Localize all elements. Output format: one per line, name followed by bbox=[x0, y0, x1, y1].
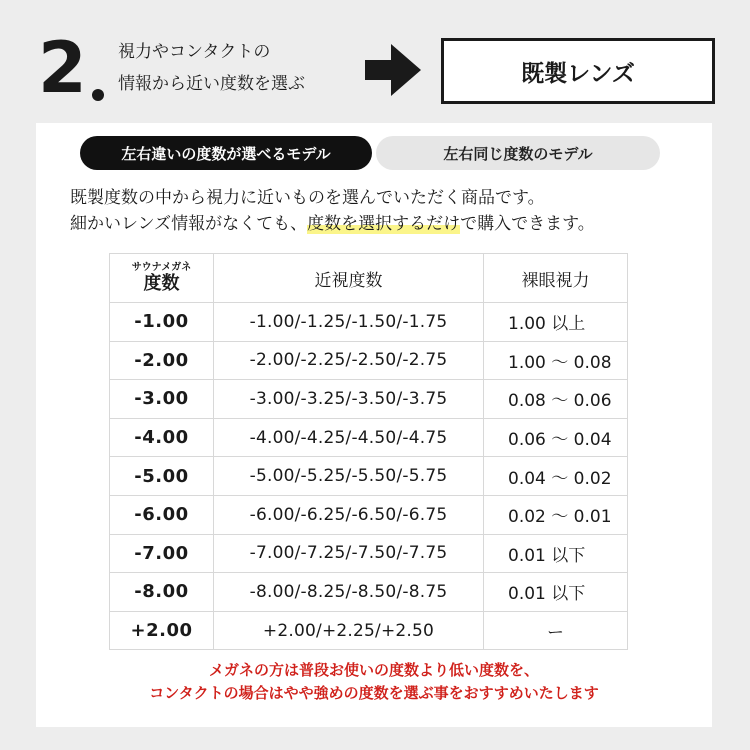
description-line1: 既製度数の中から視力に近いものを選んでいただく商品です。 bbox=[70, 188, 545, 208]
power-cell: -6.00 bbox=[110, 495, 214, 534]
description-line2-pre: 細かいレンズ情報がなくても、 bbox=[70, 214, 308, 234]
description-line2-post: で購入できます。 bbox=[460, 214, 595, 234]
power-cell: -2.00 bbox=[110, 341, 214, 380]
table-row bbox=[110, 611, 628, 650]
table-row bbox=[110, 418, 628, 457]
note-line1: メガネの方は普段お使いの度数より低い度数を、 bbox=[208, 661, 539, 679]
range-cell: -5.00/-5.25/-5.50/-5.75 bbox=[214, 457, 484, 496]
vision-cell: 1.00 〜 0.08 bbox=[484, 341, 628, 380]
tab-different-power-model[interactable] bbox=[80, 136, 372, 170]
vision-cell: ー bbox=[484, 611, 628, 650]
range-cell: -6.00/-6.25/-6.50/-6.75 bbox=[214, 495, 484, 534]
vision-cell: 0.06 〜 0.04 bbox=[484, 418, 628, 457]
note-line2: コンタクトの場合はやや強めの度数を選ぶ事をおすすめいたします bbox=[149, 684, 599, 702]
range-cell: -3.00/-3.25/-3.50/-3.75 bbox=[214, 380, 484, 419]
power-cell: -8.00 bbox=[110, 573, 214, 612]
step-instruction bbox=[118, 36, 305, 100]
power-cell: -4.00 bbox=[110, 418, 214, 457]
description-highlight: 度数を選択するだけ bbox=[307, 214, 461, 234]
power-cell: -3.00 bbox=[110, 380, 214, 419]
range-cell: +2.00/+2.25/+2.50 bbox=[214, 611, 484, 650]
table-header-row bbox=[110, 254, 628, 303]
vision-cell: 0.01 以下 bbox=[484, 573, 628, 612]
vision-cell: 1.00 以上 bbox=[484, 303, 628, 342]
power-cell: +2.00 bbox=[110, 611, 214, 650]
vision-cell: 0.08 〜 0.06 bbox=[484, 380, 628, 419]
range-cell: -2.00/-2.25/-2.50/-2.75 bbox=[214, 341, 484, 380]
vision-cell: 0.04 〜 0.02 bbox=[484, 457, 628, 496]
step-number-dot bbox=[92, 89, 104, 101]
header-myopia-power: 近視度数 bbox=[214, 254, 484, 303]
vision-cell: 0.02 〜 0.01 bbox=[484, 495, 628, 534]
header-sauna-glasses-label: サウナメガネ bbox=[131, 262, 192, 273]
table-row bbox=[110, 534, 628, 573]
arrow-right-icon bbox=[365, 44, 421, 96]
vision-cell: 0.01 以下 bbox=[484, 534, 628, 573]
range-cell: -7.00/-7.25/-7.50/-7.75 bbox=[214, 534, 484, 573]
step-number: 2 bbox=[38, 27, 88, 109]
power-cell: -1.00 bbox=[110, 303, 214, 342]
range-cell: -1.00/-1.25/-1.50/-1.75 bbox=[214, 303, 484, 342]
header-sauna-glasses-power bbox=[110, 254, 214, 303]
content-panel bbox=[36, 123, 712, 727]
table-row bbox=[110, 380, 628, 419]
table-row bbox=[110, 573, 628, 612]
power-table bbox=[109, 253, 628, 650]
step-instruction-line1: 視力やコンタクトの bbox=[118, 42, 271, 62]
range-cell: -4.00/-4.25/-4.50/-4.75 bbox=[214, 418, 484, 457]
tab-label: 左右違いの度数が選べるモデル bbox=[121, 144, 331, 163]
table-row bbox=[110, 341, 628, 380]
tab-same-power-model[interactable] bbox=[376, 136, 660, 170]
product-description bbox=[70, 185, 700, 237]
recommendation-note bbox=[36, 659, 712, 705]
step-instruction-line2: 情報から近い度数を選ぶ bbox=[118, 74, 305, 94]
power-cell: -7.00 bbox=[110, 534, 214, 573]
tab-label: 左右同じ度数のモデル bbox=[443, 144, 593, 163]
table-row bbox=[110, 303, 628, 342]
header-naked-eye-vision: 裸眼視力 bbox=[484, 254, 628, 303]
table-row bbox=[110, 495, 628, 534]
power-cell: -5.00 bbox=[110, 457, 214, 496]
product-type-label: 既製レンズ bbox=[521, 60, 635, 87]
description-line2 bbox=[70, 211, 700, 237]
table-row bbox=[110, 457, 628, 496]
range-cell: -8.00/-8.25/-8.50/-8.75 bbox=[214, 573, 484, 612]
product-type-box bbox=[441, 38, 715, 104]
header-power-label: 度数 bbox=[143, 273, 180, 294]
